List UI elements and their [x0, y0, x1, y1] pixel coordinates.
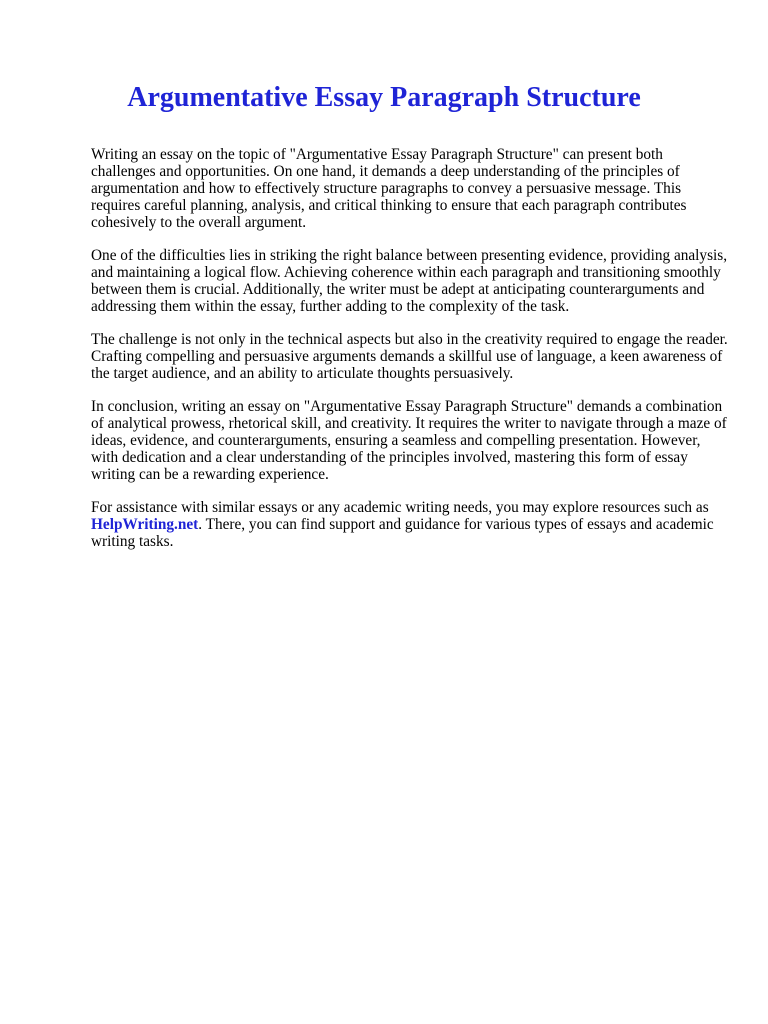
- assistance-text-after-link: . There, you can find support and guidance for various types of essays and academic writing tasks.: [91, 516, 714, 550]
- paragraph-conclusion: In conclusion, writing an essay on "Argumentative Essay Paragraph Structure" demands a combination of analytical prowess, rhetorical skill, and creativity. It requires the writer to navigate through a maze of ideas, evidence, and counterarguments, ensuring a seamless and compelling presentation. However, with dedication and a clear understanding of the principles involved, mastering this form of essay writing can be a rewarding experience.: [91, 398, 727, 483]
- paragraph-intro: Writing an essay on the topic of "Argumentative Essay Paragraph Structure" can present both challenges and opportunities. On one hand, it demands a deep understanding of the principles of argumentation and how to effectively structure paragraphs to convey a persuasive message. This requires careful planning, analysis, and critical thinking to ensure that each paragraph contributes cohesively to the overall argument.: [91, 146, 687, 231]
- document-title: Argumentative Essay Paragraph Structure: [127, 82, 641, 113]
- helpwriting-link[interactable]: HelpWriting.net: [91, 516, 199, 533]
- paragraph-challenge: The challenge is not only in the technical aspects but also in the creativity required to engage the reader. Crafting compelling and persuasive arguments demands a skillful use of language, a keen awareness of the target audience, and an ability to articulate thoughts persuasively.: [91, 331, 728, 382]
- assistance-text-before-link: For assistance with similar essays or any academic writing needs, you may explore resources such as: [91, 499, 709, 516]
- paragraph-assistance: [91, 499, 731, 550]
- document-body: [91, 146, 731, 566]
- paragraph-difficulties: One of the difficulties lies in striking the right balance between presenting evidence, providing analysis, and maintaining a logical flow. Achieving coherence within each paragraph and transitioning smoothly between them is crucial. Additionally, the writer must be adept at anticipating counterarguments and addressing them within the essay, further adding to the complexity of the task.: [91, 247, 728, 315]
